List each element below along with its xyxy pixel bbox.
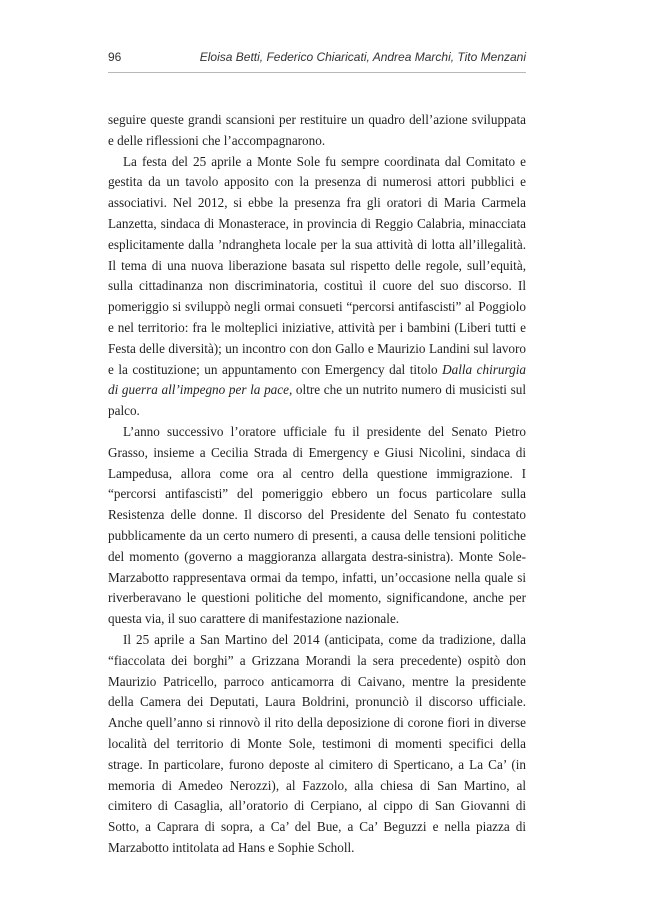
running-header-authors: Eloisa Betti, Federico Chiaricati, Andrea Marchi, Tito Menzani [199,50,526,64]
paragraph-25-aprile-2012 [108,152,526,422]
running-header [108,50,526,70]
paragraph-text: oltre che un nutrito numero di musicisti sul palco. [108,382,526,419]
paragraph-text: La festa del 25 aprile a Monte Sole fu sempre coordinata dal Comitato e gestita da un tavolo apposito con la presenza di numerosi attori pubblici e associativi. Nel 2012, si ebbe la presenza fra gli oratori di Maria Carmela Lanzetta, sindaca di Monasterace, in provincia di Reggio Calabria, minacciata esplicitamente dalla ’ndrangheta locale per la sua attività di lotta all’illegalità. Il tema di una nuova liberazione basata sul rispetto delle regole, sull’equità, sulla cittadinanza non discriminatoria, costituì il cuore del suo discorso. Il pomeriggio si sviluppò negli ormai consueti “percorsi antifascisti” al Poggiolo e nel territorio: fra le molteplici iniziative, attività per i bambini (Liberi tutti e Festa delle diversità); un incontro con don Gallo e Maurizio Landini sul lavoro e la costituzione; un appuntamento con Emergency dal titolo [108,153,526,377]
paragraph-text: Il 25 aprile a San Martino del 2014 (anticipata, come da tradizione, dalla “fiaccolata dei borghi” a Grizzana Morandi la sera precedente) ospitò don Maurizio Patricello, parroco anticamorra di Caivano, mentre la presidente della Camera dei Deputati, Laura Boldrini, pronunciò il discorso ufficiale. Anche quell’anno si rinnovò il rito della deposizione di corone fiori in diverse località del territorio di Monte Sole, testimoni di momenti specifici della strage. In particolare, furono deposte al cimitero di Sperticano, a La Ca’ (in memoria di Amedeo Nerozzi), al Fazzolo, alla chiesa di San Martino, al cimitero di Casaglia, all’oratorio di Cerpiano, al cippo di San Giovanni di Sotto, a Caprara di sopra, a Ca’ del Bue, a Ca’ Beguzzi e nella piazza di Marzabotto intitolata ad Hans e Sophie Scholl. [108,631,526,855]
header-rule [108,72,526,73]
paragraph-2014 [108,630,526,859]
paragraph-text: L’anno successivo l’oratore ufficiale fu il presidente del Senato Pietro Grasso, insieme a Cecilia Strada di Emergency e Giusi Nicolini, sindaca di Lampedusa, allora come ora al centro della questione immigrazione. I “percorsi antifascisti” del pomeriggio ebbero un focus particolare sulla Resistenza delle donne. Il discorso del Presidente del Senato fu contestato pubblicamente da un certo numero di presenti, a causa delle tensioni politiche del momento (governo a maggioranza allargata destra-sinistra). Monte Sole-Marzabotto rappresentava ormai da tempo, infatti, un’occasione nella quale si riverberavano le questioni politiche del momento, significandone, anche per questa via, il suo carattere di manifestazione nazionale. [108,423,526,627]
paragraph-anno-successivo [108,422,526,630]
page-number: 96 [108,50,122,64]
body-text [108,110,526,859]
event-title-italic: Dalla chirurgia di guerra all’impegno per la pace, [108,361,526,398]
paragraph-text: seguire queste grandi scansioni per restituire un quadro dell’azione sviluppata e delle riflessioni che l’accompagnarono. [108,112,526,148]
paragraph-continuation [108,110,526,152]
